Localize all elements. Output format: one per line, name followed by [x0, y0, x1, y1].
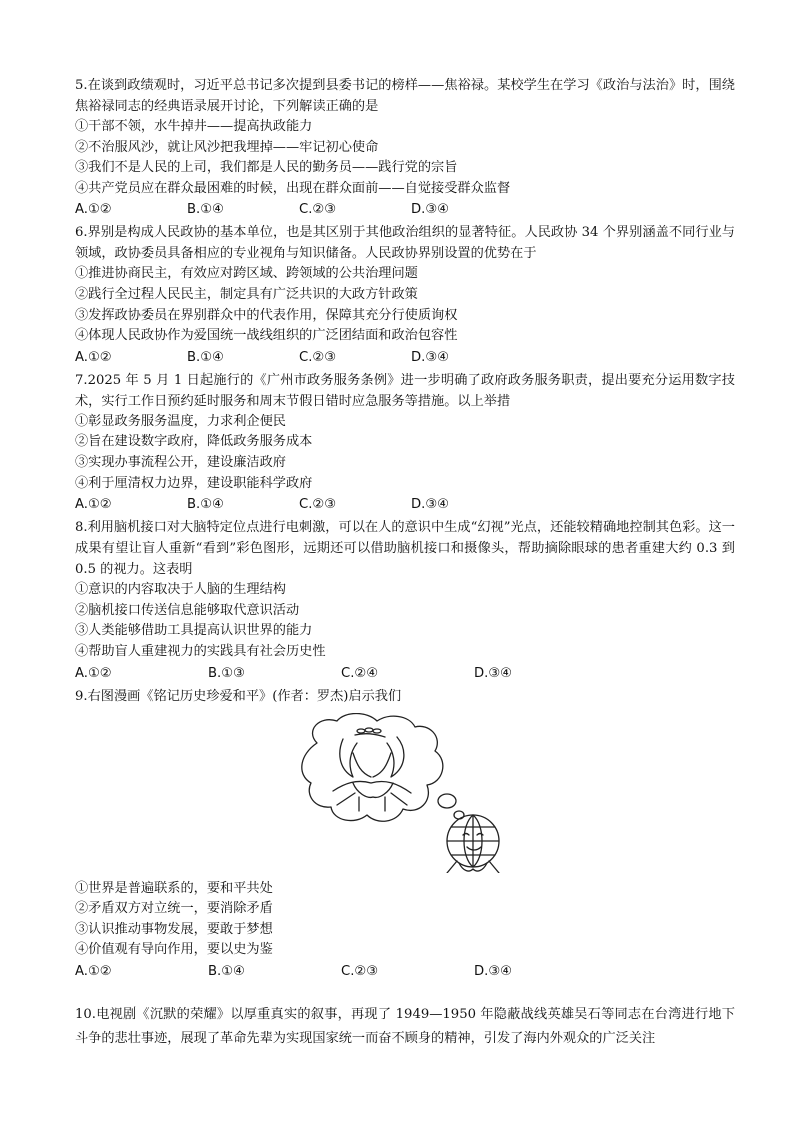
choice-c: C.②③ — [299, 202, 337, 218]
option-statement: ②矛盾双方对立统一，要消除矛盾 — [75, 901, 273, 917]
choice-d: D.③④ — [411, 349, 449, 365]
choice-a: A.①② — [75, 665, 112, 681]
choice-a: A.①② — [75, 202, 112, 218]
question-6 — [75, 222, 735, 368]
choice-a: A.①② — [75, 349, 112, 365]
answer-choices — [75, 494, 735, 516]
option-statement: ③发挥政协委员在界别群众中的代表作用，保障其充分行使质询权 — [75, 307, 458, 323]
option-statement: ②践行全过程人民民主，制定具有广泛共识的大政方针政策 — [75, 286, 418, 302]
option-statement: ④帮助盲人重建视力的实践具有社会历史性 — [75, 643, 326, 659]
question-7 — [75, 370, 735, 516]
option-statement: ①意识的内容取决于人脑的生理结构 — [75, 582, 286, 598]
question-stem: 9.右图漫画《铭记历史珍爱和平》(作者：罗杰)启示我们 — [75, 688, 402, 704]
choice-b: B.①④ — [187, 349, 224, 365]
choice-b: B.①④ — [187, 497, 224, 513]
option-statement: ④利于厘清权力边界，建设职能科学政府 — [75, 475, 313, 491]
answer-choices — [75, 961, 735, 983]
option-statement: ④共产党员应在群众最困难的时候，出现在群众面前——自觉接受群众监督 — [75, 180, 511, 196]
choice-c: C.②③ — [341, 963, 379, 979]
question-5 — [75, 75, 735, 221]
question-stem: 10.电视剧《沉默的荣耀》以厚重真实的叙事，再现了 1949—1950 年隐蔽战线英雄吴石等同志在台湾进行地下斗争的悲壮事迹，展现了革命先辈为实现国家统一而奋不顾身的精神，引发了海内外观众的广泛关注 — [75, 1006, 735, 1046]
question-10 — [75, 1003, 735, 1051]
option-statement: ①干部不领，水牛掉井——提高执政能力 — [75, 119, 313, 134]
choice-b: B.①③ — [208, 665, 245, 681]
exam-page — [75, 75, 735, 1051]
answer-choices — [75, 199, 735, 221]
choice-c: C.②③ — [299, 349, 337, 365]
choice-d: D.③④ — [474, 963, 512, 979]
option-statement: ①推进协商民主，有效应对跨区域、跨领域的公共治理问题 — [75, 266, 418, 282]
question-8 — [75, 517, 735, 684]
choice-c: C.②③ — [299, 497, 337, 513]
choice-a: A.①② — [75, 497, 112, 513]
question-stem: 5.在谈到政绩观时，习近平总书记多次提到县委书记的榜样——焦裕禄。某校学生在学习《政治与法治》时，围绕焦裕禄同志的经典语录展开讨论，下列解读正确的是 — [75, 78, 735, 114]
choice-d: D.③④ — [474, 665, 512, 681]
choice-a: A.①② — [75, 963, 112, 979]
cartoon-illustration — [297, 713, 517, 873]
option-statement: ③我们不是人民的上司，我们都是人民的勤务员——践行党的宗旨 — [75, 160, 458, 176]
option-statement: ①世界是普遍联系的，要和平共处 — [75, 880, 273, 896]
choice-d: D.③④ — [411, 497, 449, 513]
choice-c: C.②④ — [341, 665, 379, 681]
option-statement: ②旨在建设数字政府，降低政务服务成本 — [75, 434, 313, 450]
question-stem: 6.界别是构成人民政协的基本单位，也是其区别于其他政治组织的显著特征。人民政协 34 个界别涵盖不同行业与领域，政协委员具备相应的专业视角与知识储备。人民政协界别设置的优势在于 — [75, 225, 735, 262]
question-9 — [75, 686, 735, 983]
answer-choices — [75, 663, 735, 685]
option-statement: ③实现办事流程公开，建设廉洁政府 — [75, 454, 286, 470]
option-statement: ②脑机接口传送信息能够取代意识活动 — [75, 602, 300, 618]
answer-choices — [75, 347, 735, 369]
option-statement: ④体现人民政协作为爱国统一战线组织的广泛团结面和政治包容性 — [75, 328, 458, 344]
option-statement: ④价值观有导向作用，要以史为鉴 — [75, 942, 273, 958]
question-stem: 7.2025 年 5 月 1 日起施行的《广州市政务服务条例》进一步明确了政府政务服务职责，提出要充分运用数字技术，实行工作日预约延时服务和周末节假日错时应急服务等措施。以上举措 — [75, 372, 735, 409]
choice-b: B.①④ — [187, 202, 224, 218]
option-statement: ①彰显政务服务温度，力求利企便民 — [75, 413, 286, 429]
option-statement: ②不治服风沙，就让风沙把我埋掉——牢记初心使命 — [75, 139, 379, 155]
option-statement: ③认识推动事物发展，要敢于梦想 — [75, 921, 273, 937]
peace-dove-globe-icon — [297, 713, 517, 873]
option-statement: ③人类能够借助工具提高认识世界的能力 — [75, 623, 313, 639]
question-stem: 8.利用脑机接口对大脑特定位点进行电刺激，可以在人的意识中生成“幻视”光点，还能较精确地控制其色彩。这一成果有望让盲人重新“看到”彩色图形，远期还可以借助脑机接口和摄像头，帮助摘除眼球的患者重建大约 0.3 到 0.5 的视力。这表明 — [75, 520, 735, 578]
choice-b: B.①④ — [208, 963, 245, 979]
choice-d: D.③④ — [411, 202, 449, 218]
